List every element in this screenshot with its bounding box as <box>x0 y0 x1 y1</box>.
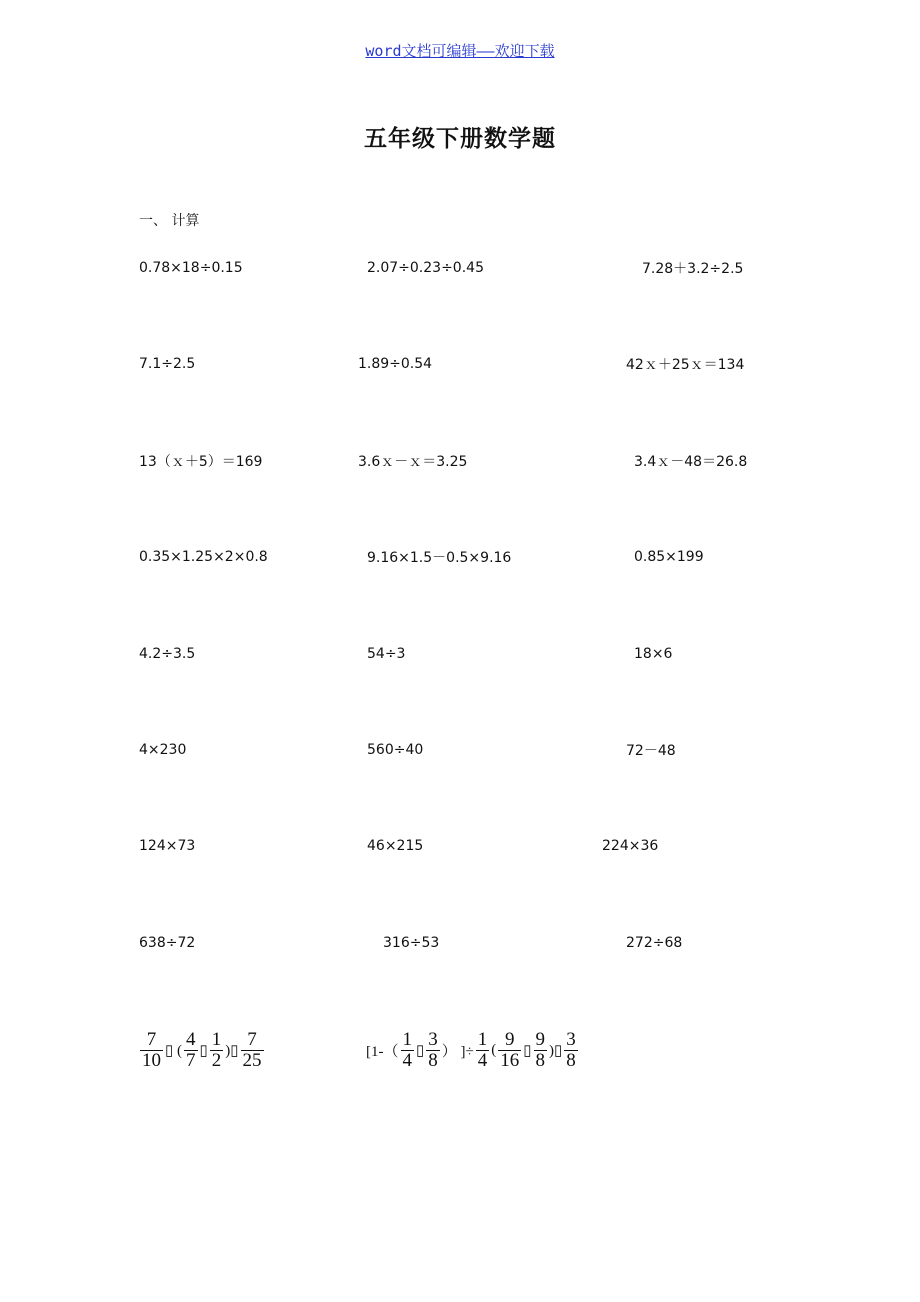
numerator: 9 <box>505 1029 515 1050</box>
fraction <box>241 1030 264 1071</box>
problem: 9.16×1.5－0.5×9.16 <box>367 550 512 566</box>
fraction <box>401 1030 415 1071</box>
problem: 124×73 <box>139 838 196 854</box>
denominator: 2 <box>211 1050 222 1071</box>
denominator: 8 <box>566 1050 576 1071</box>
problem: 42ｘ＋25ｘ＝134 <box>626 357 745 373</box>
denominator: 25 <box>242 1050 262 1071</box>
fraction <box>498 1030 521 1071</box>
problem: 316÷53 <box>383 935 440 951</box>
problem: 560÷40 <box>367 742 424 758</box>
numerator: 3 <box>566 1029 576 1050</box>
operator: ） ]÷ <box>441 1044 474 1060</box>
problem: 4×230 <box>139 742 187 758</box>
fraction <box>184 1030 198 1071</box>
fraction <box>564 1030 578 1071</box>
problem: 13（ｘ＋5）＝169 <box>139 454 263 470</box>
operator: ( <box>491 1042 497 1058</box>
denominator: 16 <box>500 1050 520 1071</box>
problem: 0.35×1.25×2×0.8 <box>139 549 268 565</box>
operator: )▯ <box>225 1043 239 1059</box>
fraction <box>534 1030 548 1071</box>
problem: 2.07÷0.23÷0.45 <box>367 260 484 276</box>
numerator: 7 <box>247 1029 257 1050</box>
download-link[interactable]: word文档可编辑——欢迎下载 <box>365 42 555 60</box>
problem: 7.1÷2.5 <box>139 356 196 372</box>
denominator: 4 <box>477 1050 488 1071</box>
denominator: 10 <box>142 1050 161 1071</box>
numerator: 1 <box>402 1029 412 1050</box>
problem: 72－48 <box>626 743 676 759</box>
numerator: 4 <box>186 1029 196 1050</box>
problem: 54÷3 <box>367 646 406 662</box>
problem: 18×6 <box>634 646 673 662</box>
numerator: 7 <box>146 1029 157 1050</box>
operator: ▯ <box>199 1043 208 1059</box>
problem: 0.78×18÷0.15 <box>139 260 243 276</box>
denominator: 7 <box>186 1050 196 1071</box>
operator: [1-（ <box>366 1044 399 1060</box>
problem: 0.85×199 <box>634 549 704 565</box>
fraction <box>476 1030 490 1071</box>
section-heading: 一、 计算 <box>139 213 200 229</box>
fraction <box>426 1030 440 1071</box>
page-title: 五年级下册数学题 <box>364 125 556 152</box>
problem: 272÷68 <box>626 935 683 951</box>
numerator: 1 <box>211 1029 222 1050</box>
fraction-problem-1 <box>139 1030 265 1071</box>
fraction <box>140 1030 163 1071</box>
denominator: 8 <box>428 1050 438 1071</box>
operator: )▯ <box>549 1043 563 1059</box>
problem: 46×215 <box>367 838 424 854</box>
numerator: 3 <box>428 1029 438 1050</box>
problem: 7.28＋3.2÷2.5 <box>642 261 744 277</box>
operator: ▯ <box>523 1043 532 1059</box>
numerator: 9 <box>535 1029 546 1050</box>
problem: 224×36 <box>602 838 659 854</box>
denominator: 4 <box>402 1050 412 1071</box>
fraction <box>210 1030 224 1071</box>
problem: 4.2÷3.5 <box>139 646 196 662</box>
numerator: 1 <box>477 1029 488 1050</box>
problem: 3.4ｘ－48＝26.8 <box>634 454 748 470</box>
operator: ▯ <box>416 1043 425 1059</box>
problem: 638÷72 <box>139 935 196 951</box>
denominator: 8 <box>535 1050 546 1071</box>
problem: 3.6ｘ－ｘ＝3.25 <box>358 454 468 470</box>
fraction-problem-2 <box>365 1030 579 1071</box>
operator: ▯ ( <box>165 1043 182 1059</box>
problem: 1.89÷0.54 <box>358 356 433 372</box>
